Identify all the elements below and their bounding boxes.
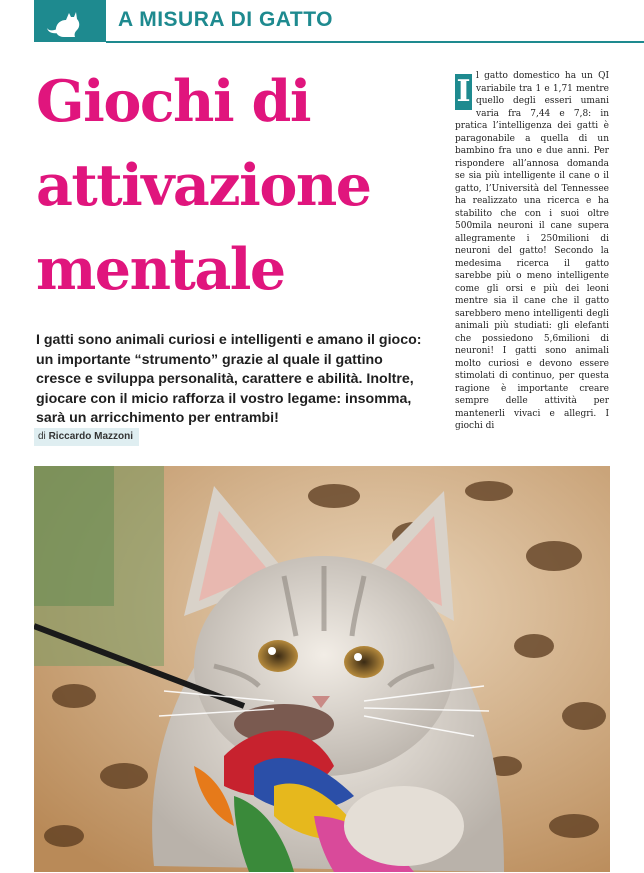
article-title [36,60,446,312]
byline-prefix: di [38,431,46,442]
cat-silhouette-icon [44,5,96,39]
kitten-illustration [34,466,610,872]
title-line-2: attivazione [36,152,371,219]
section-logo [34,0,106,42]
section-header [0,0,644,42]
header-rule [106,41,644,43]
section-title: A MISURA DI GATTO [118,8,333,31]
kitten-photo [34,466,610,872]
author-name: Riccardo Mazzoni [48,431,134,442]
article-lead: I gatti sono animali curiosi e intelligenti e amano il gioco: un importante “strumento” grazie al quale il gattino cresce e sviluppa personalità, carattere e abilità. Inoltre, giocare con il micio rafforza il vostro legame: insomma, sarà un arricchimento per entrambi! [36,332,422,426]
title-line-3: mentale [36,236,285,303]
body-text: l gatto domestico ha un QI variabile tra 1 e 1,71 mentre quello degli esseri umani varia fra 7,44 e 7,8: in pratica l’intelligenza dei gatti è paragonabile a quella di un bambino fra uno e due anni. Per rispondere all’annosa domanda se sia più intelligente il cane o il gatto, l’Università del Tennessee ha realizzato una ricerca e ha stabilito che con i suoi oltre 500mila neuroni il cane supera allegramente i 250milioni di neuroni del gatto! Secondo la medesima ricerca il gatto sarebbe più o meno intelligente come gli orsi e più dei leoni mentre sia il cane che il gatto sarebbero meno intelligenti degli animali più studiati: gli elefanti che possiedono 5,6milioni di neuroni! I gatti sono animali molto curiosi e devono essere stimolati di continuo, per questa ragione è importante creare sempre delle attività per mantenerli vivaci e allegri. I giochi di [455,71,609,431]
title-line-1: Giochi di [36,68,311,135]
drop-cap: I [456,74,471,109]
body-column [455,70,609,446]
byline [34,428,139,446]
